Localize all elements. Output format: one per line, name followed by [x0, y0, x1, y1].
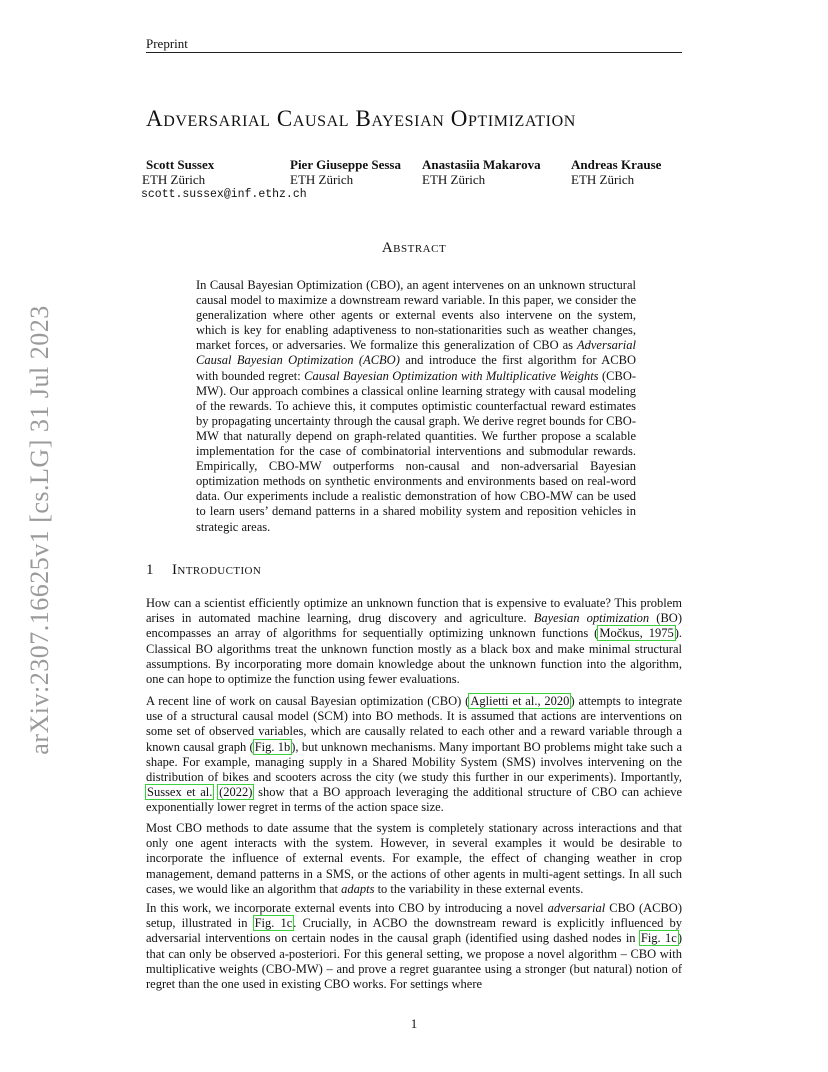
paragraph: In this work, we incorporate external events into CBO by introducing a novel adversarial CBO (ACBO) setup, illustrated in Fig. 1c. Crucially, in ACBO the downstream reward is explicitly influenced by adversarial interventions on certain nodes in the causal graph (identified using dashed nodes in Fig. 1c) that can only be observed a-posteriori. For this general setting, we propose a novel algorithm – CBO with multiplicative weights (CBO-MW) – and prove a regret guarantee using a stronger (but natural) notion of regret than the one used in existing CBO works. For settings where — [146, 901, 682, 992]
citation-link[interactable]: Sussex et al. — [147, 785, 213, 800]
author-block — [290, 157, 401, 187]
author-affiliation: ETH Zürich — [571, 172, 635, 187]
header-rule — [146, 52, 682, 53]
figure-link[interactable]: Fig. 1c — [254, 916, 293, 931]
author-name: Scott Sussex — [146, 157, 215, 172]
figure-link[interactable]: Fig. 1b — [254, 739, 291, 754]
author-name: Anastasiia Makarova — [422, 157, 541, 172]
citation-link[interactable]: Močkus, 1975 — [599, 626, 674, 641]
author-block — [142, 157, 215, 187]
author-affiliation: ETH Zürich — [142, 172, 206, 187]
section-heading — [146, 562, 261, 579]
citation-link[interactable]: Aglietti et al., 2020 — [470, 694, 570, 708]
abstract-heading: Abstract — [381, 240, 447, 256]
section-number: 1 — [146, 562, 154, 578]
arxiv-identifier-stamp: arXiv:2307.16625v1 [cs.LG] 31 Jul 2023 — [25, 305, 54, 755]
running-header: Preprint — [146, 36, 188, 51]
author-name: Pier Giuseppe Sessa — [290, 157, 401, 172]
author-block — [422, 157, 541, 187]
paragraph: A recent line of work on causal Bayesian optimization (CBO) (Aglietti et al., 2020) attempts to integrate use of a structural causal model (SCM) into BO methods. It is assumed that actions are interventions on some set of observed variables, which are causally related to each other and a reward variable through a known causal graph (Fig. 1b), but unknown mechanisms. Many important BO problems might take such a shape. For example, managing supply in a Shared Mobility System (SMS) involves intervening on the distribution of bikes and scooters across the city (we study this further in our experiments). Importantly, Sussex et al. (2022) show that a BO approach leveraging the additional structure of CBO can achieve exponentially lower regret in terms of the action space size. — [146, 694, 683, 815]
author-affiliation: ETH Zürich — [290, 172, 354, 187]
page-number: 1 — [410, 1016, 418, 1031]
author-email: scott.sussex@inf.ethz.ch — [141, 188, 307, 201]
paragraph: How can a scientist efficiently optimize an unknown function that is expensive to evaluate? This problem arises in automated machine learning, drug discovery and agriculture. Bayesian optimization (BO) encompasses an array of algorithms for sequentially optimizing unknown functions (Močkus, 1975). Classical BO algorithms treat the unknown function mostly as a black box and make minimal structural assumptions. By incorporating more domain knowledge about the unknown function into the algorithm, one can hope to optimize the function using fewer evaluations. — [146, 596, 682, 687]
citation-link[interactable]: (2022) — [219, 785, 253, 800]
paragraph: Most CBO methods to date assume that the system is completely stationary across interactions and that only one agent interacts with the system. However, in several examples it would be desirable to incorporate the influence of external events. For example, the effect of changing weather in crop management, demand patterns in a SMS, or the actions of other agents in multi-agent settings. In all such cases, we would like an algorithm that adapts to the variability in these external events. — [146, 821, 682, 896]
figure-link[interactable]: Fig. 1c — [640, 931, 677, 946]
author-name: Andreas Krause — [571, 157, 662, 172]
author-affiliation: ETH Zürich — [422, 172, 486, 187]
paper-title: Adversarial Causal Bayesian Optimization — [146, 106, 576, 131]
abstract-text: In Causal Bayesian Optimization (CBO), an agent intervenes on an unknown structural causal model to maximize a downstream reward variable. In this paper, we consider the generalization where other agents or external events also intervene on the system, which is key for enabling adaptiveness to non-stationarities such as weather changes, market forces, or adversaries. We formalize this generalization of CBO as Adversarial Causal Bayesian Optimization (ACBO) and introduce the first algorithm for ACBO with bounded regret: Causal Bayesian Optimization with Multiplicative Weights (CBO-MW). Our approach combines a classical online learning strategy with causal modeling of the rewards. To achieve this, it computes optimistic counterfactual reward estimates by propagating uncertainty through the causal graph. We derive regret bounds for CBO-MW that naturally depend on graph-related quantities. We further propose a scalable implementation for the case of combinatorial interventions and submodular rewards. Empirically, CBO-MW outperforms non-causal and non-adversarial Bayesian optimization methods on synthetic environments and environments based on real-word data. Our experiments include a realistic demonstration of how CBO-MW can be used to learn users’ demand patterns in a shared mobility system and reposition vehicles in strategic areas. — [196, 278, 637, 534]
section-title: Introduction — [172, 562, 262, 578]
author-block — [571, 157, 661, 187]
